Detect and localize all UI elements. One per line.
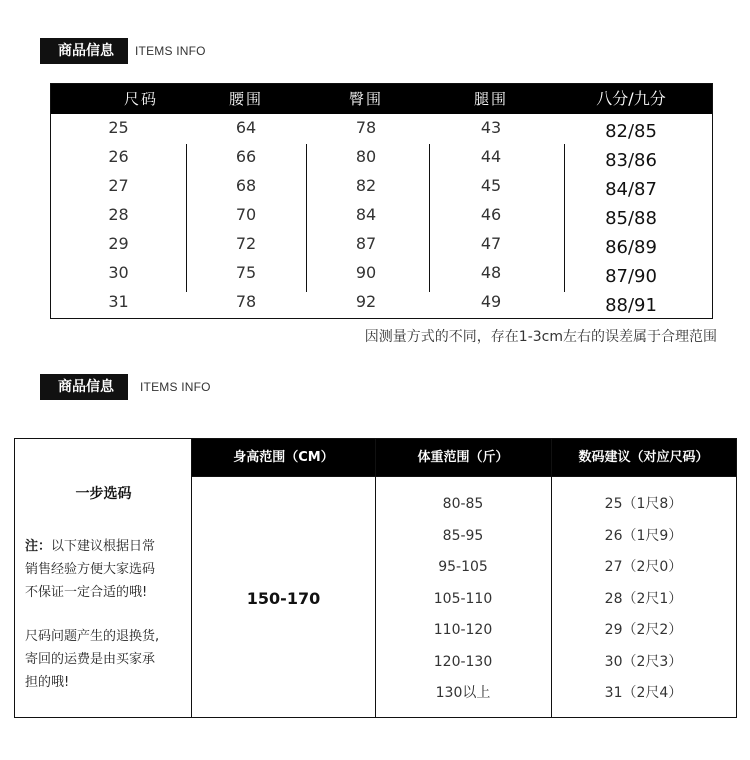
cell-size: 26 [108, 147, 129, 166]
note-line: 寄回的运费是由买家承 [25, 652, 156, 667]
note-line-lead: 注： [25, 539, 52, 554]
weight-range-cell: 130以上 [435, 685, 491, 701]
cell-length: 87/90 [605, 266, 657, 287]
section-tag: 商品信息 [40, 38, 128, 64]
weight-range-cell: 105-110 [433, 590, 493, 607]
size-suggestion-cell: 29（2尺2） [604, 622, 683, 638]
size-suggestion-cell: 25（1尺8） [604, 496, 683, 512]
weight-range-cell: 85-95 [442, 527, 484, 544]
header-hip: 臀围 [348, 90, 383, 108]
cell-waist: 68 [235, 176, 257, 195]
note-line: 销售经验方便大家选码 [25, 562, 156, 577]
cell-waist: 66 [235, 147, 257, 166]
section-en-label: ITEMS INFO [140, 380, 211, 394]
header-waist: 腰围 [228, 90, 263, 108]
weight-range-cell: 120-130 [433, 653, 493, 670]
section-en-label: ITEMS INFO [135, 44, 206, 58]
size-recommendation-table [14, 438, 737, 718]
cell-waist: 72 [235, 234, 257, 253]
size-suggestion-cell: 28（2尺1） [604, 590, 683, 607]
cell-length: 82/85 [605, 121, 657, 142]
column-divider [429, 144, 430, 292]
size-suggestion-cell: 26（1尺9） [604, 527, 683, 544]
cell-length: 88/91 [605, 295, 657, 316]
section-header-1 [40, 38, 206, 64]
header-height-range: 身高范围（CM） [233, 450, 334, 465]
cell-size: 25 [108, 118, 129, 137]
cell-hip: 80 [355, 147, 377, 166]
note-line-rest: 以下建议根据日常 [51, 539, 156, 554]
section-tag: 商品信息 [40, 374, 128, 400]
cell-hip: 78 [355, 118, 377, 137]
weight-range-cell: 80-85 [442, 496, 484, 512]
quick-size-title: 一步选码 [75, 486, 132, 502]
cell-waist: 70 [235, 205, 257, 224]
cell-size: 28 [108, 205, 129, 224]
size-chart-table [50, 83, 713, 319]
cell-waist: 75 [235, 263, 257, 282]
cell-thigh: 45 [480, 176, 502, 195]
cell-thigh: 44 [480, 147, 502, 166]
table-header-row [51, 84, 712, 114]
cell-thigh: 46 [480, 205, 502, 224]
cell-size: 29 [108, 234, 129, 253]
section-header-2 [40, 374, 211, 400]
cell-hip: 82 [355, 176, 377, 195]
cell-thigh: 49 [480, 292, 502, 311]
cell-size: 27 [108, 176, 129, 195]
header-length: 八分/九分 [596, 89, 666, 108]
column-divider [306, 144, 307, 292]
weight-range-cell: 95-105 [438, 559, 488, 575]
header-weight-range: 体重范围（斤） [417, 450, 509, 465]
size-suggestion-cell: 31（2尺4） [604, 685, 683, 701]
size-suggestion-cell: 27（2尺0） [604, 559, 683, 575]
cell-length: 84/87 [605, 179, 657, 200]
header-divider [192, 476, 736, 477]
cell-hip: 90 [355, 263, 377, 282]
header-size: 尺码 [123, 90, 158, 108]
height-range-value: 150-170 [246, 589, 321, 608]
column-divider [564, 144, 565, 292]
cell-waist: 64 [235, 118, 257, 137]
cell-size: 30 [108, 263, 129, 282]
weight-range-cell: 110-120 [433, 622, 493, 638]
size-note [25, 535, 195, 604]
table-header-row [192, 439, 736, 476]
cell-thigh: 48 [480, 263, 502, 282]
note-line: 尺码问题产生的退换货, [25, 629, 160, 644]
column-divider [186, 144, 187, 292]
measurement-note: 因测量方式的不同，存在1-3cm左右的误差属于合理范围 [364, 329, 717, 345]
cell-length: 85/88 [605, 208, 657, 229]
note-line: 不保证一定合适的哦! [25, 585, 148, 600]
cell-thigh: 47 [480, 234, 502, 253]
return-note [25, 625, 195, 694]
cell-length: 86/89 [605, 237, 657, 258]
cell-thigh: 43 [480, 118, 502, 137]
header-thigh: 腿围 [473, 90, 508, 108]
cell-size: 31 [108, 292, 129, 311]
cell-waist: 78 [235, 292, 257, 311]
note-line: 担的哦! [25, 675, 70, 690]
note-line [25, 535, 195, 558]
cell-hip: 92 [355, 292, 377, 311]
cell-hip: 84 [355, 205, 377, 224]
cell-length: 83/86 [605, 150, 657, 171]
header-size-suggestion: 数码建议（对应尺码） [578, 450, 709, 465]
cell-hip: 87 [355, 234, 377, 253]
size-suggestion-cell: 30（2尺3） [604, 653, 683, 670]
